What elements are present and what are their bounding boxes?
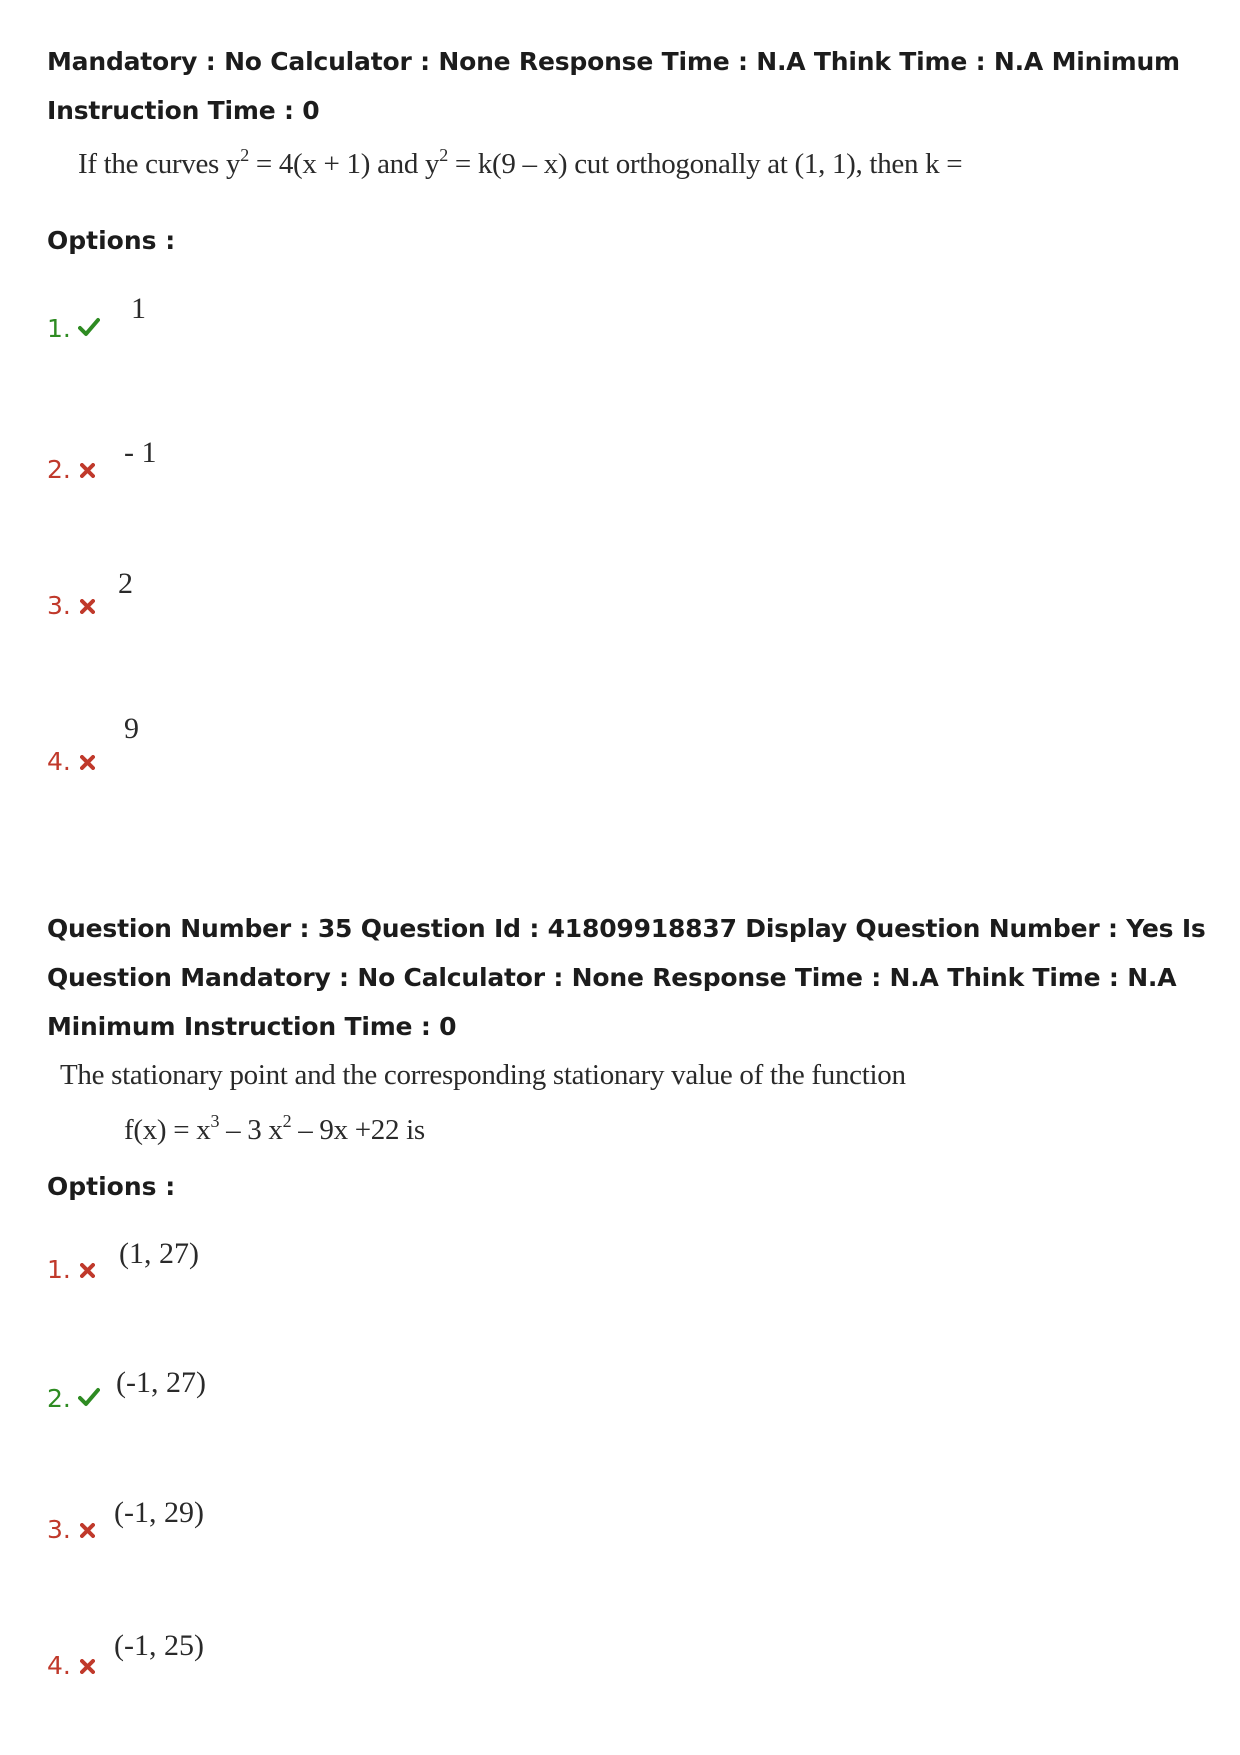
option-value: (-1, 29) [114,1496,204,1529]
cross-icon [80,755,95,770]
option-value: - 1 [124,436,157,469]
function-expression: $f(x) = x^3 - 3$ $x^2 - 9x +22$ is [124,1111,425,1146]
options-label: Options : [47,226,176,255]
option-number: 1. [47,1255,71,1284]
question-meta: Question Number : 35 Question Id : 41809918837 Display Question Number : Yes Is Question Mandatory : No Calculator : None Response Time : N.A Think Time : N.A Minimum Instruction Time : 0 [47,914,1206,1041]
cross-icon [80,599,95,614]
option-number: 3. [47,591,71,620]
cross-icon [80,1263,95,1278]
check-icon [78,317,100,337]
cross-icon [80,1523,95,1538]
cross-icon [80,1659,95,1674]
option-value: (-1, 25) [114,1629,204,1662]
option-number: 2. [47,1384,71,1413]
option-number: 2. [47,455,71,484]
option-value: 1 [131,292,146,325]
question-meta: Mandatory : No Calculator : None Response Time : N.A Think Time : N.A Minimum Instruction Time : 0 [47,47,1180,125]
check-icon [78,1387,100,1407]
option-value: 9 [124,712,139,745]
options-label: Options : [47,1172,176,1201]
option-value: 2 [118,567,133,600]
cross-icon [80,463,95,478]
option-number: 4. [47,1651,71,1680]
option-number: 1. [47,314,71,343]
option-number: 4. [47,747,71,776]
option-number: 3. [47,1515,71,1544]
option-value: (1, 27) [119,1237,199,1270]
question-text: The stationary point and the corresponding stationary value of the function [60,1059,906,1091]
question-text: If the curves $y^2 = 4(x + 1)$ and $y^2 = k(9 - x)$ cut orthogonally at (1, 1), then k = [78,145,963,180]
option-value: (-1, 27) [116,1366,206,1399]
